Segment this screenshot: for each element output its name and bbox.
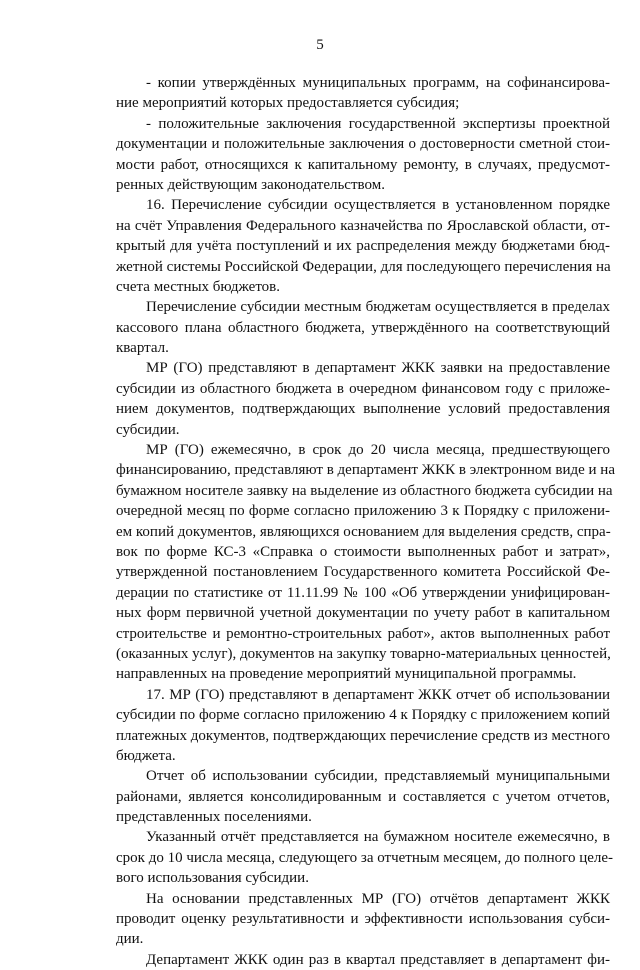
text-line: квартал. (116, 340, 169, 357)
text-line: (оказанных услуг), документов на закупку товарно-материальных ценностей, (116, 645, 611, 662)
text-line: МР (ГО) представляют в департамент ЖКК заявки на предоставление (146, 360, 610, 377)
text-line: субсидии по форме согласно приложению 4 к Порядку с приложением копий (116, 707, 610, 724)
text-line: крытый для учёта поступлений и их распределения между бюджетами бюд- (116, 238, 610, 255)
text-line: бюджета. (116, 747, 176, 764)
text-line: МР (ГО) ежемесячно, в срок до 20 числа месяца, предшествующего (146, 442, 610, 459)
text-line: 17. МР (ГО) представляют в департамент ЖКК отчет об использовании (146, 686, 610, 703)
text-line: - положительные заключения государственной экспертизы проектной (146, 115, 610, 132)
text-line: - копии утверждённых муниципальных программ, на софинансирова- (146, 75, 610, 91)
text-line: дерации по статистике от 11.11.99 № 100 «Об утверждении унифицирован- (116, 584, 610, 601)
text-line: жетной системы Российской Федерации, для последующего перечисления на (116, 258, 611, 275)
text-line: платежных документов, подтверждающих перечисление средств из местного (116, 727, 610, 744)
text-line: Перечисление субсидии местным бюджетам осуществляется в пределах (146, 299, 610, 316)
text-line: направленных на проведение мероприятий муниципальной программы. (116, 666, 577, 683)
text-line: проводит оценку результативности и эффективности использования субси- (116, 911, 610, 928)
text-line: на счёт Управления Федерального казначейства по Ярославской области, от- (116, 217, 610, 234)
text-line: представленных поселениями. (116, 809, 312, 826)
text-line: кассового плана областного бюджета, утверждённого на соответствующий (116, 319, 610, 336)
text-line: Указанный отчёт представляется на бумажном носителе ежемесячно, в (146, 829, 610, 846)
text-line: субсидии. (116, 421, 180, 438)
text-line: дии. (116, 931, 144, 948)
document-body (116, 73, 615, 970)
text-line: ных форм первичной учетной документации по учету работ в капитальном (116, 605, 610, 622)
text-line: ем копий документов, являющихся основанием для выделения средств, спра- (116, 523, 611, 540)
text-line: счета местных бюджетов. (116, 278, 281, 295)
text-line: ренных действующим законодательством. (116, 176, 385, 193)
text-line: районами, является консолидированным и составляется с учетом отчетов, (116, 788, 610, 805)
text-line: строительстве и ремонтно-строительных работ», актов выполненных работ (116, 625, 610, 642)
text-line: мости работ, относящихся к капитальному ремонту, в случаях, предусмот- (116, 156, 610, 173)
text-line: срок до 10 числа месяца, следующего за отчетным месяцем, до полного целе- (116, 849, 614, 866)
text-line: ние мероприятий которых предоставляется субсидия; (116, 95, 460, 112)
text-line: утвержденной постановлением Государственного комитета Российской Фе- (116, 564, 610, 581)
text-line: очередной месяц по форме согласно приложению 3 к Порядку с приложени- (116, 503, 610, 520)
text-line: 16. Перечисление субсидии осуществляется в установленном порядке (146, 197, 610, 214)
text-line: Отчет об использовании субсидии, представляемый муниципальными (146, 768, 610, 785)
text-line: нием документов, подтверждающих выполнение условий предоставления (116, 401, 610, 418)
text-line: документации и положительные заключения о достоверности сметной стои- (116, 136, 610, 153)
text-line: Департамент ЖКК один раз в квартал представляет в департамент фи- (146, 951, 610, 968)
text-line: вок по форме КС-3 «Справка о стоимости выполненных работ и затрат», (116, 543, 610, 560)
text-line: финансированию, представляют в департамент ЖКК в электронном виде и на (116, 462, 615, 479)
text-line: На основании представленных МР (ГО) отчётов департамент ЖКК (146, 890, 610, 907)
page-number: 5 (316, 37, 324, 53)
text-line: субсидии из областного бюджета в очередном финансовом году с приложе- (116, 380, 610, 397)
text-line: бумажном носителе заявку на выделение из областного бюджета субсидии на (116, 482, 613, 499)
text-line: вого использования субсидии. (116, 870, 309, 887)
